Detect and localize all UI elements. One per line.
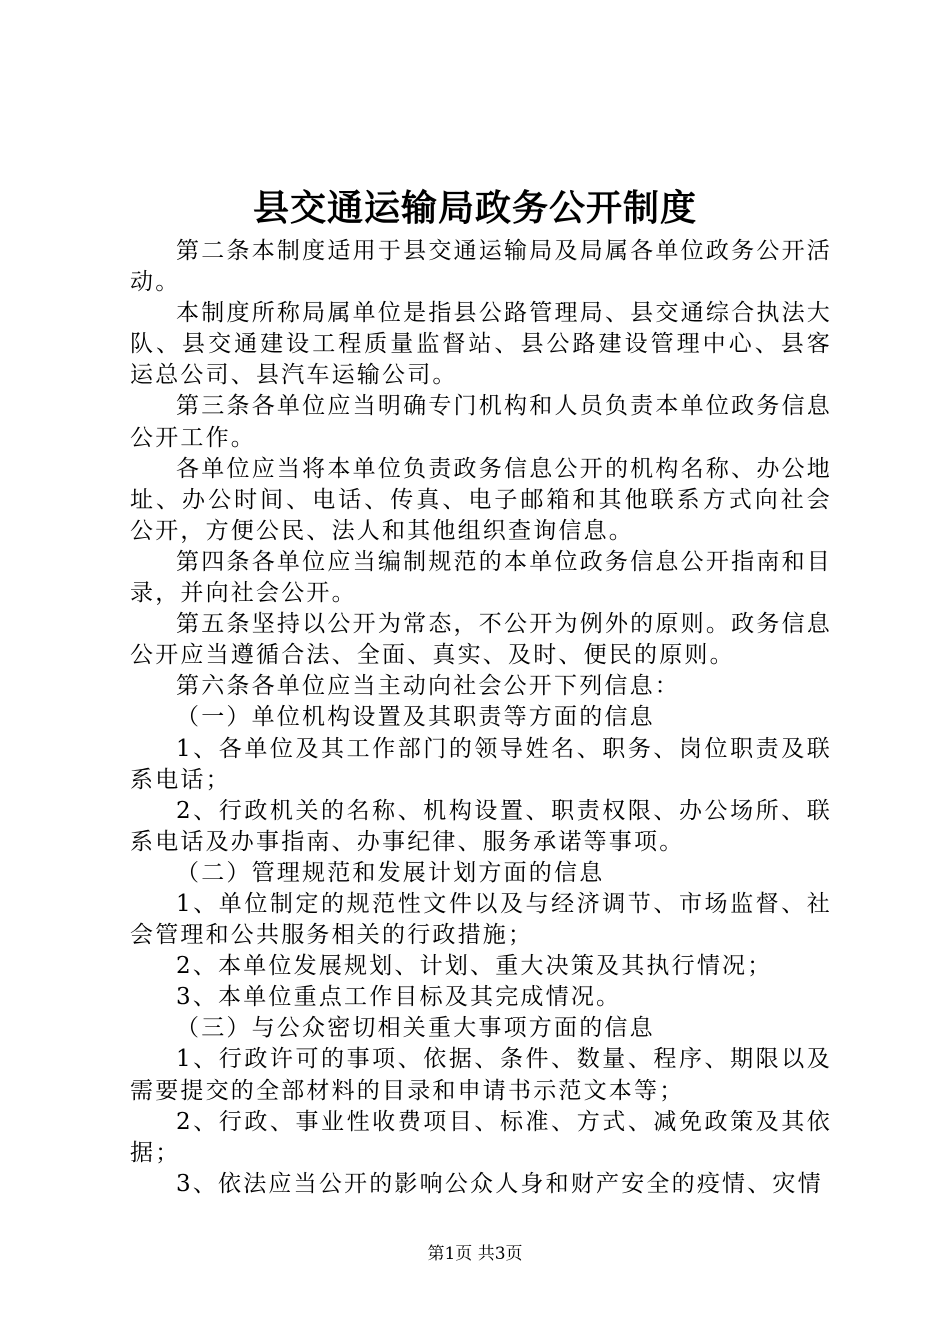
paragraph: 第三条各单位应当明确专门机构和人员负责本单位政务信息公开工作。	[130, 393, 832, 451]
paragraph: 第四条各单位应当编制规范的本单位政务信息公开指南和目录，并向社会公开。	[130, 548, 832, 607]
page-number: 第1页 共3页	[427, 1244, 523, 1264]
list-item: 1、各单位及其工作部门的领导姓名、职务、岗位职责及联系电话；	[130, 735, 832, 793]
document-body	[130, 236, 832, 1200]
paragraph: 第五条坚持以公开为常态，不公开为例外的原则。政务信息公开应当遵循合法、全面、真实、及时、便民的原则。	[130, 611, 832, 669]
document-title: 县交通运输局政务公开制度	[252, 187, 697, 229]
list-item: 1、单位制定的规范性文件以及与经济调节、市场监督、社会管理和公共服务相关的行政措施；	[130, 890, 832, 949]
section-heading: （一）单位机构设置及其职责等方面的信息	[176, 704, 655, 731]
list-item: 1、行政许可的事项、依据、条件、数量、程序、期限以及需要提交的全部材料的目录和申请书示范文本等；	[130, 1046, 832, 1104]
section-heading: （三）与公众密切相关重大事项方面的信息	[176, 1015, 655, 1042]
list-item: 3、依法应当公开的影响公众人身和财产安全的疫情、灾情	[176, 1170, 823, 1197]
paragraph: 各单位应当将本单位负责政务信息公开的机构名称、办公地址、办公时间、电话、传真、电子邮箱和其他联系方式向社会公开，方便公民、法人和其他组织查询信息。	[130, 455, 832, 544]
paragraph: 第六条各单位应当主动向社会公开下列信息：	[176, 673, 680, 700]
section-heading: （二）管理规范和发展计划方面的信息	[176, 859, 605, 886]
paragraph: 第二条本制度适用于县交通运输局及局属各单位政务公开活动。	[130, 238, 832, 296]
list-item: 2、本单位发展规划、计划、重大决策及其执行情况；	[176, 953, 773, 980]
list-item: 2、行政、事业性收费项目、标准、方式、减免政策及其依据；	[130, 1108, 832, 1166]
paragraph: 本制度所称局属单位是指县公路管理局、县交通综合执法大队、县交通建设工程质量监督站、县公路建设管理中心、县客运总公司、县汽车运输公司。	[130, 300, 832, 389]
list-item: 3、本单位重点工作目标及其完成情况。	[176, 984, 622, 1011]
list-item: 2、行政机关的名称、机构设置、职责权限、办公场所、联系电话及办事指南、办事纪律、服务承诺等事项。	[130, 797, 832, 855]
